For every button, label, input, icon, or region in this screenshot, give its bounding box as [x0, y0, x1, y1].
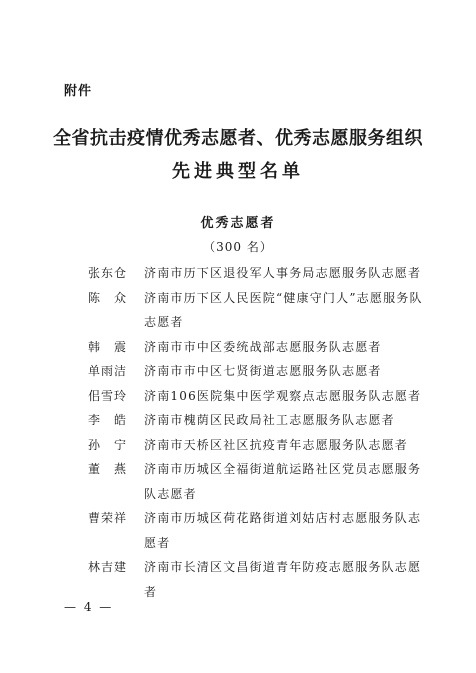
list-item: [88, 359, 428, 384]
volunteer-affiliation: 济南市长清区文昌街道青年防疫志愿服务队志愿者: [144, 560, 422, 599]
volunteer-affiliation: 济南市历下区人民医院“健康守门人”志愿服务队志愿者: [144, 290, 423, 329]
volunteer-name: 陈 众: [88, 290, 128, 305]
volunteer-affiliation: 济南市历城区荷花路街道刘姑店村志愿服务队志愿者: [144, 511, 422, 550]
list-item: [88, 433, 428, 458]
list-item: [88, 506, 428, 555]
list-item: [88, 286, 428, 335]
list-item: [88, 335, 428, 360]
volunteer-name: 董 燕: [88, 462, 128, 476]
volunteer-name: 李 皓: [88, 413, 128, 427]
volunteer-name: 孙 宁: [88, 437, 128, 452]
volunteer-name: 张东仓: [88, 266, 128, 280]
list-item: [88, 384, 428, 409]
list-item: [88, 457, 428, 506]
volunteer-affiliation: 济南市槐荫区民政局社工志愿服务队志愿者: [144, 413, 395, 427]
volunteer-name: 韩 震: [88, 339, 128, 354]
volunteer-affiliation: 济南市市中区七贤街道志愿服务队志愿者: [144, 364, 382, 378]
volunteer-affiliation: 济南市天桥区社区抗疫青年志愿服务队志愿者: [144, 437, 409, 452]
page-number: — 4 —: [64, 600, 114, 614]
volunteer-name: 佀雪玲: [88, 388, 128, 403]
volunteer-affiliation: 济南市历城区全福街道航运路社区党员志愿服务队志愿者: [144, 462, 422, 501]
volunteer-affiliation: 济南市市中区委统战部志愿服务队志愿者: [144, 339, 382, 354]
list-item: [88, 261, 428, 286]
volunteer-name: 单雨洁: [88, 364, 128, 378]
volunteer-name: 曹荣祥: [88, 511, 128, 525]
attachment-label: 附件: [64, 84, 93, 99]
section-count: （300 名）: [203, 240, 273, 254]
volunteer-name: 林吉建: [88, 560, 128, 574]
document-title-line-1: 全省抗击疫情优秀志愿者、优秀志愿服务组织: [53, 128, 423, 149]
section-title: 优秀志愿者: [200, 216, 276, 231]
document-title-line-2: 先进典型名单: [172, 161, 304, 182]
list-item: [88, 408, 428, 433]
list-item: [88, 555, 428, 604]
volunteer-affiliation: 济南市历下区退役军人事务局志愿服务队志愿者: [144, 266, 422, 280]
volunteer-affiliation: 济南106医院集中医学观察点志愿服务队志愿者: [144, 388, 422, 403]
volunteer-list: [88, 261, 428, 604]
